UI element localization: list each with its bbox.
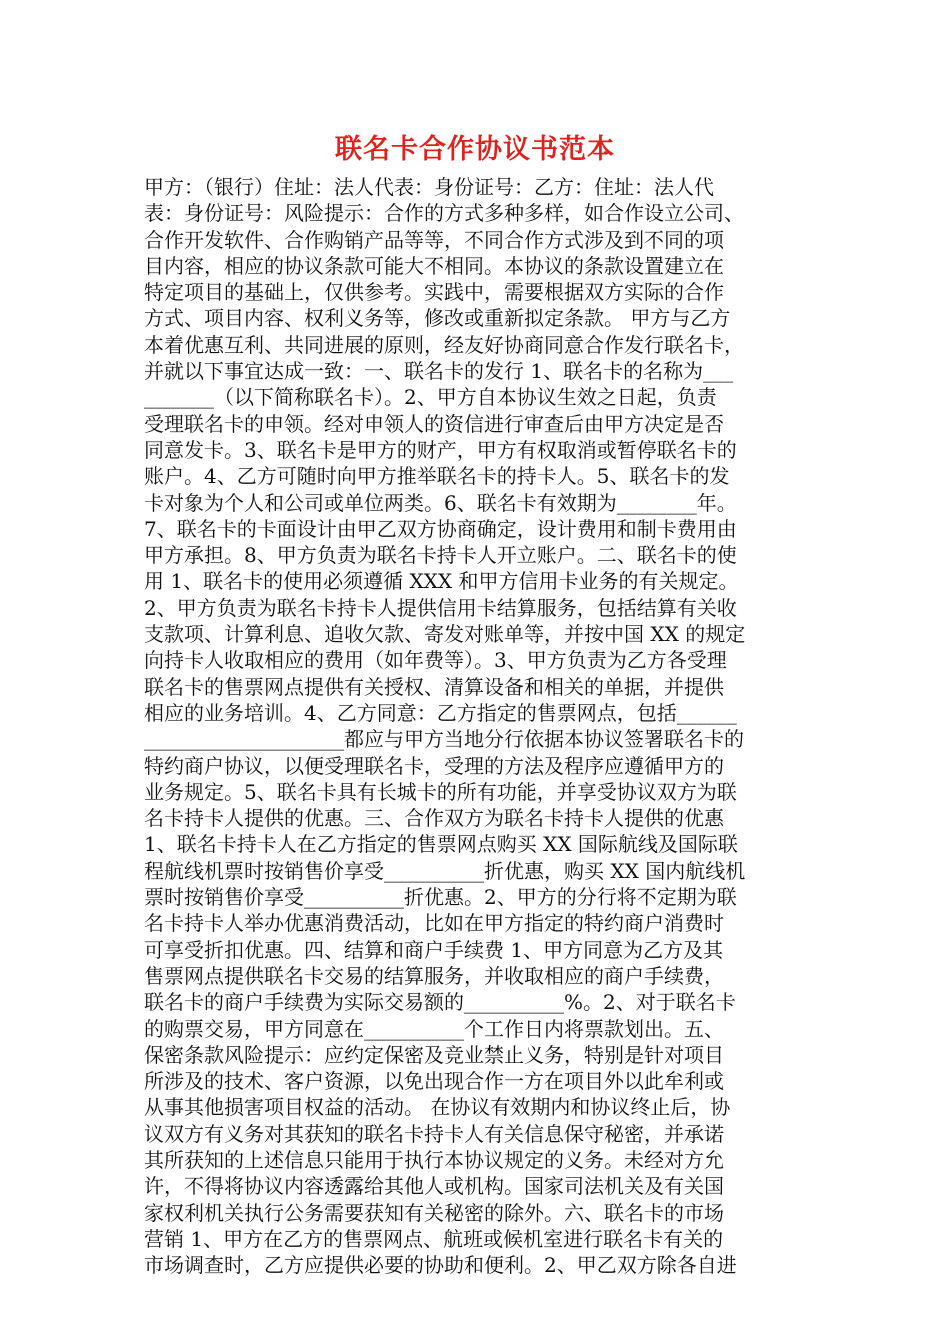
body-line: 受理联名卡的申领。经对申领人的资信进行审查后由甲方决定是否 [144, 411, 724, 436]
body-line: 账户。4、乙方可随时向甲方推举联名卡的持卡人。5、联名卡的发 [144, 464, 730, 489]
body-line: 向持卡人收取相应的费用（如年费等）。3、甲方负责为乙方各受理 [144, 648, 727, 673]
body-line: ____________________都应与甲方当地分行依据本协议签署联名卡的 [144, 727, 744, 752]
body-line: 所涉及的技术、客户资源，以免出现合作一方在项目外以此牟利或 [144, 1069, 724, 1094]
body-line: 目内容，相应的协议条款可能大不相同。本协议的条款设置建立在 [144, 253, 724, 278]
body-line: 从事其他损害项目权益的活动。 在协议有效期内和协议终止后，协 [144, 1095, 731, 1120]
body-line: 名卡持卡人举办优惠消费活动，比如在甲方指定的特约商户消费时 [144, 911, 724, 936]
body-line: 市场调查时，乙方应提供必要的协助和便利。2、甲乙双方除各自进 [144, 1253, 737, 1278]
body-line: 联名卡的商户手续费为实际交易额的__________%。2、对于联名卡 [144, 990, 736, 1015]
body-line: 本着优惠互利、共同进展的原则，经友好协商同意合作发行联名卡， [144, 332, 744, 357]
body-line: 并就以下事宜达成一致：一、联名卡的发行 1、联名卡的名称为___ [144, 359, 734, 384]
body-line: 方式、项目内容、权利义务等，修改或重新拟定条款。 甲方与乙方 [144, 306, 731, 331]
document-title: 联名卡合作协议书范本 [335, 134, 615, 165]
body-line: 保密条款风险提示：应约定保密及竞业禁止义务，特别是针对项目 [144, 1042, 724, 1067]
body-line: 同意发卡。3、联名卡是甲方的财产，甲方有权取消或暂停联名卡的 [144, 437, 737, 462]
body-line: 2、甲方负责为联名卡持卡人提供信用卡结算服务，包括结算有关收 [144, 595, 737, 620]
body-line: 票时按销售价享受__________折优惠。2、甲方的分行将不定期为联 [144, 885, 737, 910]
body-line: 业务规定。5、联名卡具有长城卡的所有功能，并享受协议双方为联 [144, 779, 737, 804]
body-line: 特定项目的基础上，仅供参考。实践中，需要根据双方实际的合作 [144, 280, 724, 305]
body-line: 合作开发软件、合作购销产品等等，不同合作方式涉及到不同的项 [144, 227, 724, 252]
body-line: 程航线机票时按销售价享受__________折优惠，购买 XX 国内航线机 [144, 858, 746, 883]
body-line: 名卡持卡人提供的优惠。三、合作双方为联名卡持卡人提供的优惠 [144, 806, 724, 831]
body-line: 联名卡的售票网点提供有关授权、清算设备和相关的单据，并提供 [144, 674, 724, 699]
body-line: 可享受折扣优惠。四、结算和商户手续费 1、甲方同意为乙方及其 [144, 937, 724, 962]
document-body [144, 174, 824, 1278]
body-line: 甲方承担。8、甲方负责为联名卡持卡人开立账户。二、联名卡的使 [144, 543, 737, 568]
body-line: 相应的业务培训。4、乙方同意：乙方指定的售票网点，包括______ [144, 700, 737, 725]
body-line: 7、联名卡的卡面设计由甲乙双方协商确定，设计费用和制卡费用由 [144, 516, 737, 541]
body-line: _______（以下简称联名卡）。2、甲方自本协议生效之日起，负责 [144, 385, 717, 410]
body-line: 用 1、联名卡的使用必须遵循 XXX 和甲方信用卡业务的有关规定。 [144, 569, 739, 594]
body-line: 甲方：（银行）住址：法人代表：身份证号：乙方：住址：法人代 [144, 175, 714, 199]
body-line: 1、联名卡持卡人在乙方指定的售票网点购买 XX 国际航线及国际联 [144, 832, 738, 857]
body-line: 许，不得将协议内容透露给其他人或机构。国家司法机关及有关国 [144, 1174, 724, 1199]
body-line: 售票网点提供联名卡交易的结算服务，并收取相应的商户手续费， [144, 963, 724, 988]
body-line: 的购票交易，甲方同意在__________个工作日内将票款划出。五、 [144, 1016, 724, 1041]
body-line: 营销 1、甲方在乙方的售票网点、航班或候机室进行联名卡有关的 [144, 1226, 724, 1251]
body-line: 议双方有义务对其获知的联名卡持卡人有关信息保守秘密，并承诺 [144, 1121, 724, 1146]
body-line: 支款项、计算利息、追收欠款、寄发对账单等，并按中国 XX 的规定 [144, 622, 746, 647]
body-line: 其所获知的上述信息只能用于执行本协议规定的义务。未经对方允 [144, 1147, 724, 1172]
body-line: 特约商户协议，以便受理联名卡，受理的方法及程序应遵循甲方的 [144, 753, 724, 778]
body-line: 表：身份证号：风险提示：合作的方式多种多样，如合作设立公司、 [144, 201, 744, 226]
body-line: 家权利机关执行公务需要获知有关秘密的除外。六、联名卡的市场 [144, 1200, 724, 1225]
body-line: 卡对象为个人和公司或单位两类。6、联名卡有效期为________年。 [144, 490, 737, 515]
